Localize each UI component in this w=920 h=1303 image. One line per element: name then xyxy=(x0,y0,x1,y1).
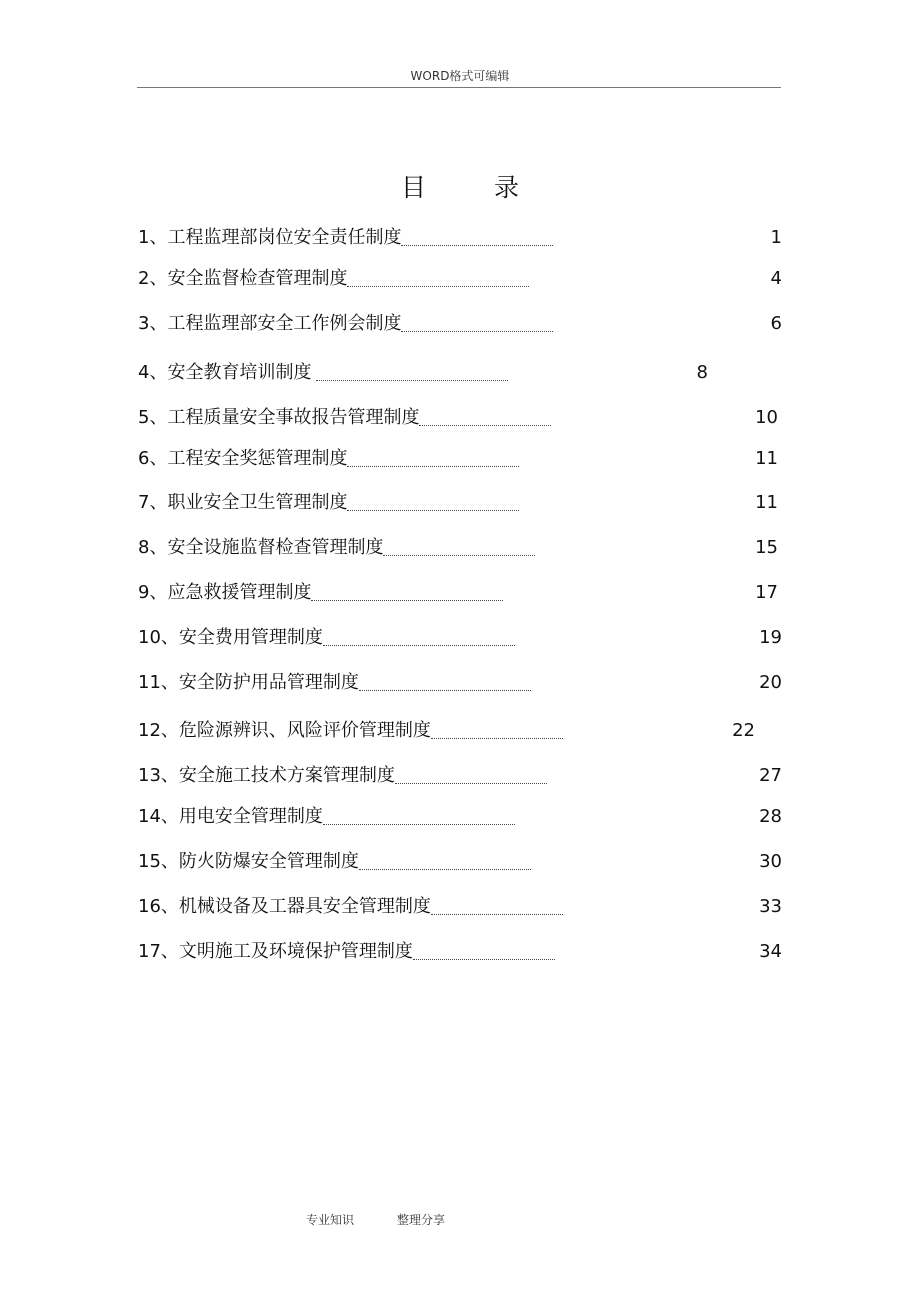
toc-page-number: 19 xyxy=(759,627,782,648)
toc-entry-label: 14、用电安全管理制度 xyxy=(138,806,323,827)
toc-entry-label: 7、职业安全卫生管理制度 xyxy=(138,492,348,513)
toc-entry-label: 1、工程监理部岗位安全责任制度 xyxy=(138,227,402,248)
toc-entry-17[interactable] xyxy=(138,939,555,965)
dot-leader xyxy=(419,405,551,426)
toc-page-number: 22 xyxy=(732,720,755,741)
toc-entry-label: 16、机械设备及工器具安全管理制度 xyxy=(138,896,431,917)
footer-right-text: 整理分享 xyxy=(397,1213,446,1227)
toc-page-number: 33 xyxy=(759,896,782,917)
toc-page-number: 30 xyxy=(759,851,782,872)
toc-page-number: 15 xyxy=(755,537,778,558)
toc-entry-5[interactable] xyxy=(138,405,551,431)
toc-entry-label: 4、安全教育培训制度 xyxy=(138,362,312,383)
toc-entry-10[interactable] xyxy=(138,625,515,651)
toc-entry-14[interactable] xyxy=(138,804,515,830)
toc-entry-label: 17、文明施工及环境保护管理制度 xyxy=(138,941,413,962)
toc-page-number: 11 xyxy=(755,448,778,469)
toc-entry-4[interactable] xyxy=(138,360,508,386)
dot-leader xyxy=(401,225,553,246)
dot-leader xyxy=(323,804,515,825)
footer-left-text: 专业知识 xyxy=(306,1213,355,1227)
toc-entry-label: 10、安全费用管理制度 xyxy=(138,627,323,648)
dot-leader xyxy=(323,625,515,646)
toc-entry-7[interactable] xyxy=(138,490,519,516)
dot-leader xyxy=(431,894,563,915)
toc-entry-label: 13、安全施工技术方案管理制度 xyxy=(138,765,395,786)
toc-page-number: 28 xyxy=(759,806,782,827)
toc-entry-12[interactable] xyxy=(138,718,563,744)
toc-entry-label: 8、安全设施监督检查管理制度 xyxy=(138,537,384,558)
toc-page-number: 4 xyxy=(770,268,782,289)
toc-entry-label: 5、工程质量安全事故报告管理制度 xyxy=(138,407,420,428)
toc-page-number: 27 xyxy=(759,765,782,786)
toc-entry-label: 6、工程安全奖惩管理制度 xyxy=(138,448,348,469)
dot-leader xyxy=(359,670,531,691)
header-divider xyxy=(137,87,781,88)
toc-entry-label: 11、安全防护用品管理制度 xyxy=(138,672,359,693)
dot-leader xyxy=(347,446,519,467)
toc-entry-label: 2、安全监督检查管理制度 xyxy=(138,268,348,289)
dot-leader xyxy=(395,763,547,784)
toc-entry-13[interactable] xyxy=(138,763,547,789)
header-text: WORD格式可编辑 xyxy=(410,69,510,83)
dot-leader xyxy=(347,490,519,511)
toc-page-number: 1 xyxy=(770,227,782,248)
toc-entry-16[interactable] xyxy=(138,894,563,920)
toc-page-number: 6 xyxy=(770,313,782,334)
toc-page-number: 34 xyxy=(759,941,782,962)
dot-leader xyxy=(401,311,553,332)
toc-entry-3[interactable] xyxy=(138,311,553,337)
toc-entry-label: 9、应急救援管理制度 xyxy=(138,582,312,603)
dot-leader xyxy=(383,535,535,556)
dot-leader xyxy=(347,266,529,287)
toc-page-number: 17 xyxy=(755,582,778,603)
dot-leader xyxy=(311,580,503,601)
toc-entry-1[interactable] xyxy=(138,225,553,251)
toc-page-number: 10 xyxy=(755,407,778,428)
dot-leader xyxy=(413,939,555,960)
dot-leader xyxy=(316,360,508,381)
toc-entry-2[interactable] xyxy=(138,266,529,292)
toc-entry-label: 12、危险源辨识、风险评价管理制度 xyxy=(138,720,431,741)
toc-entry-8[interactable] xyxy=(138,535,535,561)
toc-entry-15[interactable] xyxy=(138,849,531,875)
toc-title: 目录 xyxy=(400,173,587,202)
toc-entry-label: 3、工程监理部安全工作例会制度 xyxy=(138,313,402,334)
toc-entry-6[interactable] xyxy=(138,446,519,472)
toc-page-number: 8 xyxy=(696,362,708,383)
dot-leader xyxy=(359,849,531,870)
toc-entry-label: 15、防火防爆安全管理制度 xyxy=(138,851,359,872)
toc-entry-9[interactable] xyxy=(138,580,503,606)
toc-entry-11[interactable] xyxy=(138,670,531,696)
toc-page-number: 20 xyxy=(759,672,782,693)
toc-page-number: 11 xyxy=(755,492,778,513)
dot-leader xyxy=(431,718,563,739)
